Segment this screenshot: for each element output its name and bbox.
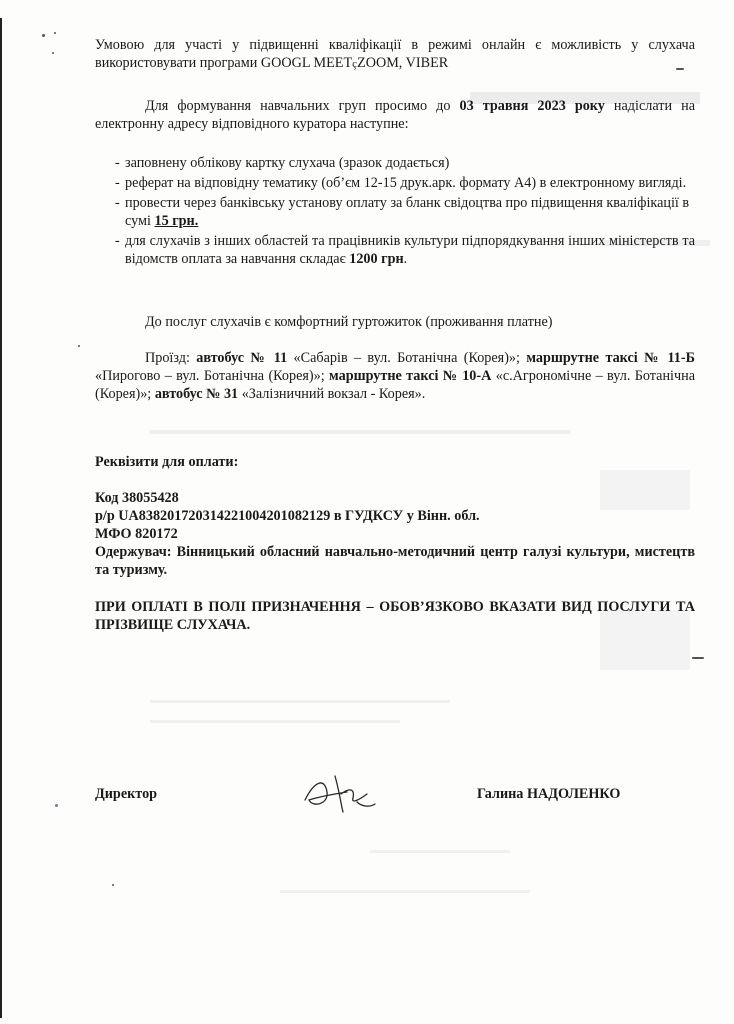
payment-notice: ПРИ ОПЛАТІ В ПОЛІ ПРИЗНАЧЕННЯ – ОБОВ’ЯЗКОВО ВКАЗАТИ ВИД ПОСЛУГИ ТА ПРІЗВИЩЕ СЛУХАЧА. — [95, 599, 695, 633]
signatory-name: Галина НАДОЛЕНКО — [477, 786, 621, 802]
list-item: - заповнену облікову картку слухача (зразок додається) — [115, 155, 450, 171]
travel-paragraph: Проїзд: автобус № 11 «Сабарів – вул. Ботанічна (Корея)»; маршрутне таксі № 11-Б «Пирогово – вул. Ботанічна (Корея)»; маршрутне таксі № 10-А «с.Агрономічне – вул. Ботанічна (Корея)»; автобус № 31 «Залізничний вокзал - Корея». — [95, 350, 696, 402]
comma-mark: ç — [352, 58, 358, 70]
recipient: Одержувач: Вінницький обласний навчально-методичний центр галузі культури, мистецтв та туризму. — [95, 544, 695, 578]
list-item: - провести через банківську установу оплату за бланк свідоцтва про підвищення кваліфікації в сумі 15 грн. — [115, 195, 690, 229]
mfo-code: МФО 820172 — [95, 526, 178, 542]
list-item: - реферат на відповідну тематику (об’єм 12-15 друк.арк. формату А4) в електронному вигляді. — [115, 175, 687, 191]
submission-paragraph — [95, 97, 695, 133]
handwritten-signature — [295, 770, 385, 818]
requisites-block — [95, 489, 695, 579]
requirements-list — [95, 154, 695, 268]
submission-text-end: надіслати на електронну адресу відповідного куратора наступне: — [95, 98, 695, 132]
submission-text-start: Для формування навчальних груп просимо до — [145, 98, 460, 114]
scan-speck — [112, 884, 114, 886]
route-bus-11: автобус № 11 — [196, 350, 288, 366]
scan-edge — [0, 18, 2, 1018]
hostel-paragraph: До послуг слухачів є комфортний гуртожиток (проживання платне) — [145, 314, 553, 330]
scan-speck — [54, 32, 56, 34]
bank-account: р/р UA838201720314221004201082129 в ГУДКСУ у Вінн. обл. — [95, 508, 480, 524]
scan-speck — [42, 34, 45, 37]
route-taxi-11b: маршрутне таксі № 11-Б — [526, 350, 696, 366]
submission-deadline: 03 травня 2023 року — [459, 98, 605, 114]
signatory-title: Директор — [95, 786, 158, 802]
signature-row — [95, 786, 655, 816]
route-bus-31: автобус № 31 — [154, 386, 239, 402]
tuition-fee: 1200 грн — [349, 251, 404, 267]
online-requirement-text: Умовою для участі у підвищенні кваліфікації в режимі онлайн є можливість у слухача використовувати програми GOOGL MEET — [95, 37, 695, 71]
route-taxi-10a: маршрутне таксі № 10-А — [329, 368, 492, 384]
online-programs-text: ZOOM, VIBER — [357, 55, 449, 71]
scan-speck — [55, 804, 58, 807]
requirements-list-block — [95, 154, 695, 270]
edrpou-code: Код 38055428 — [95, 490, 179, 506]
certificate-fee: 15 грн. — [154, 213, 199, 229]
list-item: - для слухачів з інших областей та працівників культури підпорядкування інших міністерств та відомств оплата за навчання складає 1200 грн. — [115, 233, 695, 267]
scan-speck — [78, 345, 80, 347]
scan-speck — [52, 52, 54, 54]
scan-speck — [692, 657, 704, 659]
online-requirement-paragraph — [95, 36, 695, 73]
requisites-heading: Реквізити для оплати: — [95, 454, 239, 470]
